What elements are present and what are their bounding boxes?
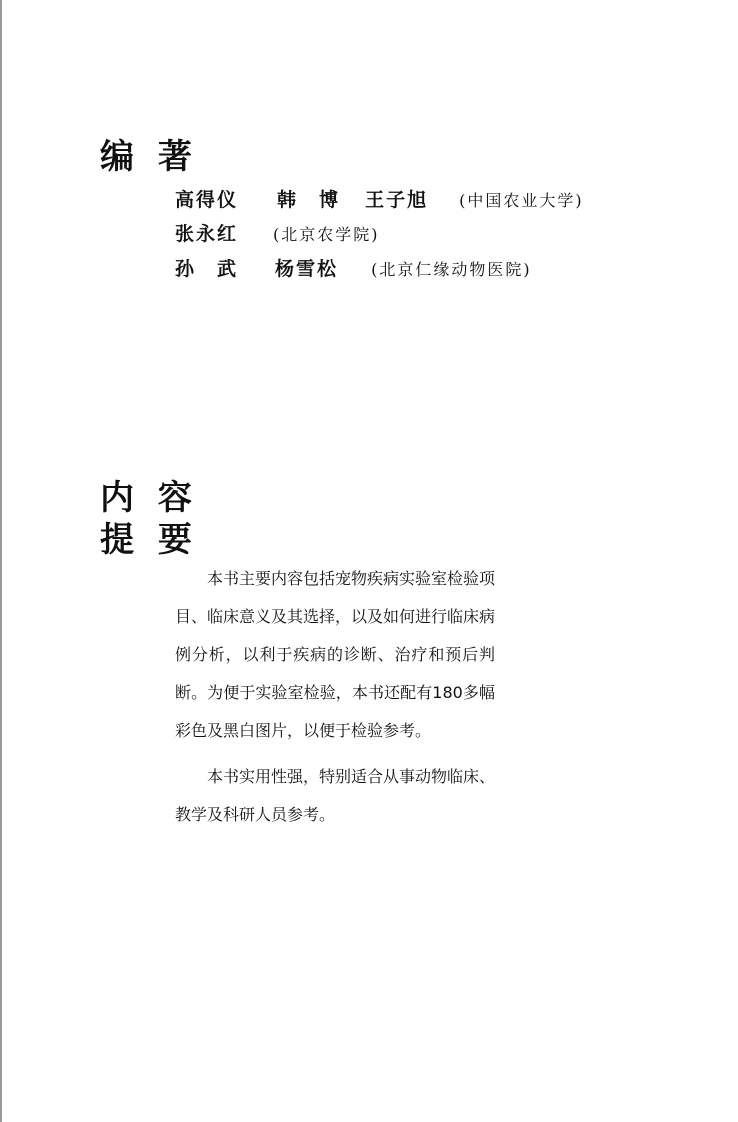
summary-body	[175, 560, 495, 842]
summary-heading-line2: 提 要	[100, 520, 198, 560]
authors-heading: 编 著	[100, 137, 198, 177]
author-affiliation: (北京仁缘动物医院)	[371, 260, 532, 279]
summary-paragraph-1: 本书主要内容包括宠物疾病实验室检验项目、临床意义及其选择，以及如何进行临床病例分析，以利于疾病的诊断、治疗和预后判断。为便于实验室检验，本书还配有180多幅彩色及黑白图片，以便于检验参考。	[175, 569, 496, 740]
author-name: 王子旭	[365, 189, 429, 211]
author-line-1	[175, 188, 584, 213]
summary-heading-line1: 内 容	[100, 478, 198, 518]
author-line-3	[175, 257, 532, 282]
page-edge	[0, 0, 2, 1122]
summary-paragraph-2: 本书实用性强，特别适合从事动物临床、教学及科研人员参考。	[175, 767, 496, 824]
author-affiliation: (中国农业大学)	[459, 191, 584, 210]
author-affiliation: (北京农学院)	[273, 225, 380, 244]
author-name: 高得仪	[175, 189, 239, 211]
author-name: 韩 博	[277, 189, 341, 211]
author-name: 张永红	[175, 223, 239, 245]
author-name: 孙 武	[175, 258, 239, 280]
author-line-2	[175, 222, 380, 247]
author-name: 杨雪松	[275, 258, 339, 280]
